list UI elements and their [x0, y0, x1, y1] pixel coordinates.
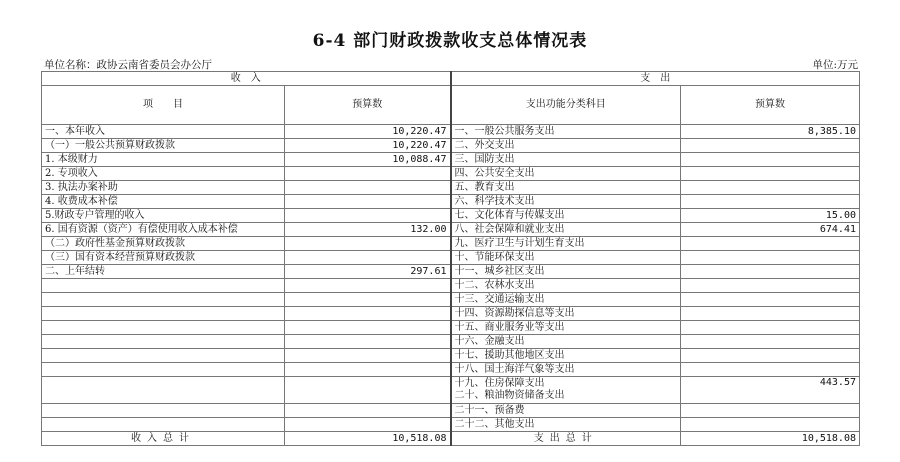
income-item-cell [42, 321, 285, 335]
expense-item-cell: 三、国防支出 [451, 153, 681, 167]
income-budget-cell [285, 363, 451, 377]
expense-budget-cell [681, 237, 860, 251]
expense-budget-cell [681, 335, 860, 349]
income-budget-cell [285, 293, 451, 307]
expense-section-header: 支 出 [451, 72, 860, 86]
table-row [42, 223, 860, 237]
income-item-cell: 二、上年结转 [42, 265, 285, 279]
expense-item-cell: 十一、城乡社区支出 [451, 265, 681, 279]
income-budget-cell [285, 377, 451, 404]
expense-budget-cell: 8,385.10 [681, 125, 860, 139]
column-header-row [42, 86, 860, 125]
income-item-cell [42, 418, 285, 432]
income-item-cell: 1. 本级财力 [42, 153, 285, 167]
expense-item-label: 二十、粮油物资储备支出 [454, 390, 565, 401]
income-budget-cell: 297.61 [285, 265, 451, 279]
income-budget-cell [285, 349, 451, 363]
table-row [42, 404, 860, 418]
income-item-cell: 5.财政专户管理的收入 [42, 209, 285, 223]
income-budget-cell [285, 251, 451, 265]
expense-item-cell: 七、文化体育与传媒支出 [451, 209, 681, 223]
table-row [42, 321, 860, 335]
expense-item-cell: 八、社会保障和就业支出 [451, 223, 681, 237]
expense-budget-cell [681, 293, 860, 307]
expense-budget-cell: 674.41 [681, 223, 860, 237]
expense-budget-cell [681, 195, 860, 209]
income-budget-cell: 10,220.47 [285, 125, 451, 139]
expense-item-cell: 十、节能环保支出 [451, 251, 681, 265]
expense-budget-cell [681, 279, 860, 293]
income-item-cell [42, 349, 285, 363]
table-row [42, 307, 860, 321]
income-item-cell [42, 404, 285, 418]
table-row [42, 153, 860, 167]
expense-item-cell: 四、公共安全支出 [451, 167, 681, 181]
table-row [42, 195, 860, 209]
income-item-cell: （二）政府性基金预算财政拨款 [42, 237, 285, 251]
expense-item-cell: 十三、交通运输支出 [451, 293, 681, 307]
expense-budget-cell [681, 265, 860, 279]
expense-item-cell: 一、一般公共服务支出 [451, 125, 681, 139]
page-title: 6-4 部门财政拨款收支总体情况表 [312, 31, 588, 51]
income-budget-cell [285, 418, 451, 432]
income-budget-cell [285, 321, 451, 335]
expense-item-cell: 十五、商业服务业等支出 [451, 321, 681, 335]
income-budget-cell: 132.00 [285, 223, 451, 237]
income-total-label: 收入总计 [42, 432, 285, 446]
expense-budget-cell [681, 321, 860, 335]
func-class-column-header: 支出功能分类科目 [451, 86, 681, 125]
income-budget-cell [285, 209, 451, 223]
expense-budget-cell: 15.00 [681, 209, 860, 223]
table-row [42, 209, 860, 223]
expense-item-cell: 二十二、其他支出 [451, 418, 681, 432]
income-item-cell: 3. 执法办案补助 [42, 181, 285, 195]
expense-budget-cell [681, 139, 860, 153]
income-section-header: 收 入 [42, 72, 451, 86]
income-budget-cell [285, 335, 451, 349]
table-row [42, 377, 860, 404]
expense-item-label: 十九、住房保障支出 [454, 378, 545, 389]
table-row [42, 418, 860, 432]
income-item-cell [42, 335, 285, 349]
totals-row [42, 432, 860, 446]
expense-item-cell: 九、医疗卫生与计划生育支出 [451, 237, 681, 251]
income-item-cell: 2. 专项收入 [42, 167, 285, 181]
expense-total-label: 支出总计 [451, 432, 681, 446]
expense-item-cell: 十六、金融支出 [451, 335, 681, 349]
unit-label: 单位:万元 [812, 59, 858, 71]
expense-item-cell: 六、科学技术支出 [451, 195, 681, 209]
income-item-cell [42, 307, 285, 321]
expense-budget-cell [681, 418, 860, 432]
expense-budget-cell [681, 307, 860, 321]
budget2-column-header: 预算数 [681, 86, 860, 125]
expense-item-cell: 十七、援助其他地区支出 [451, 349, 681, 363]
expense-item-cell: 二十一、预备费 [451, 404, 681, 418]
expense-item-cell: 十八、国土海洋气象等支出 [451, 363, 681, 377]
finance-table-container [41, 71, 859, 446]
expense-budget-cell [681, 153, 860, 167]
item-column-header: 项 目 [42, 86, 285, 125]
income-item-cell [42, 363, 285, 377]
table-row [42, 363, 860, 377]
expense-budget-cell: 443.57 [681, 377, 860, 404]
expense-item-cell: 五、教育支出 [451, 181, 681, 195]
expense-budget-cell [681, 363, 860, 377]
income-item-cell [42, 293, 285, 307]
expense-budget-cell [681, 167, 860, 181]
table-row [42, 237, 860, 251]
income-item-cell: 6. 国有资源（资产）有偿使用收入成本补偿 [42, 223, 285, 237]
expense-budget-cell [681, 181, 860, 195]
income-budget-cell: 10,220.47 [285, 139, 451, 153]
table-row [42, 349, 860, 363]
table-row [42, 335, 860, 349]
income-item-cell: （一）一般公共预算财政拨款 [42, 139, 285, 153]
income-budget-cell [285, 195, 451, 209]
expense-budget-cell [681, 251, 860, 265]
table-row [42, 265, 860, 279]
table-row [42, 279, 860, 293]
income-total-value: 10,518.08 [285, 432, 451, 446]
table-row [42, 251, 860, 265]
expense-item-cell [451, 377, 681, 404]
income-item-cell: （三）国有资本经营预算财政拨款 [42, 251, 285, 265]
budget-column-header: 预算数 [285, 86, 451, 125]
income-item-cell: 一、本年收入 [42, 125, 285, 139]
income-budget-cell [285, 279, 451, 293]
income-item-cell [42, 377, 285, 404]
unit-name: 单位名称：政协云南省委员会办公厅 [44, 59, 212, 71]
table-row [42, 293, 860, 307]
table-row [42, 125, 860, 139]
income-budget-cell [285, 167, 451, 181]
expense-item-cell: 二、外交支出 [451, 139, 681, 153]
section-header-row [42, 72, 860, 86]
table-row [42, 181, 860, 195]
expense-budget-cell [681, 349, 860, 363]
income-budget-cell [285, 181, 451, 195]
table-row [42, 139, 860, 153]
finance-table [41, 71, 860, 446]
expense-total-value: 10,518.08 [681, 432, 860, 446]
income-item-cell [42, 279, 285, 293]
table-row [42, 167, 860, 181]
expense-item-cell: 十四、资源勘探信息等支出 [451, 307, 681, 321]
income-budget-cell [285, 307, 451, 321]
income-item-cell: 4. 收费成本补偿 [42, 195, 285, 209]
expense-budget-cell [681, 404, 860, 418]
income-budget-cell [285, 237, 451, 251]
income-budget-cell: 10,088.47 [285, 153, 451, 167]
income-budget-cell [285, 404, 451, 418]
expense-item-cell: 十二、农林水支出 [451, 279, 681, 293]
